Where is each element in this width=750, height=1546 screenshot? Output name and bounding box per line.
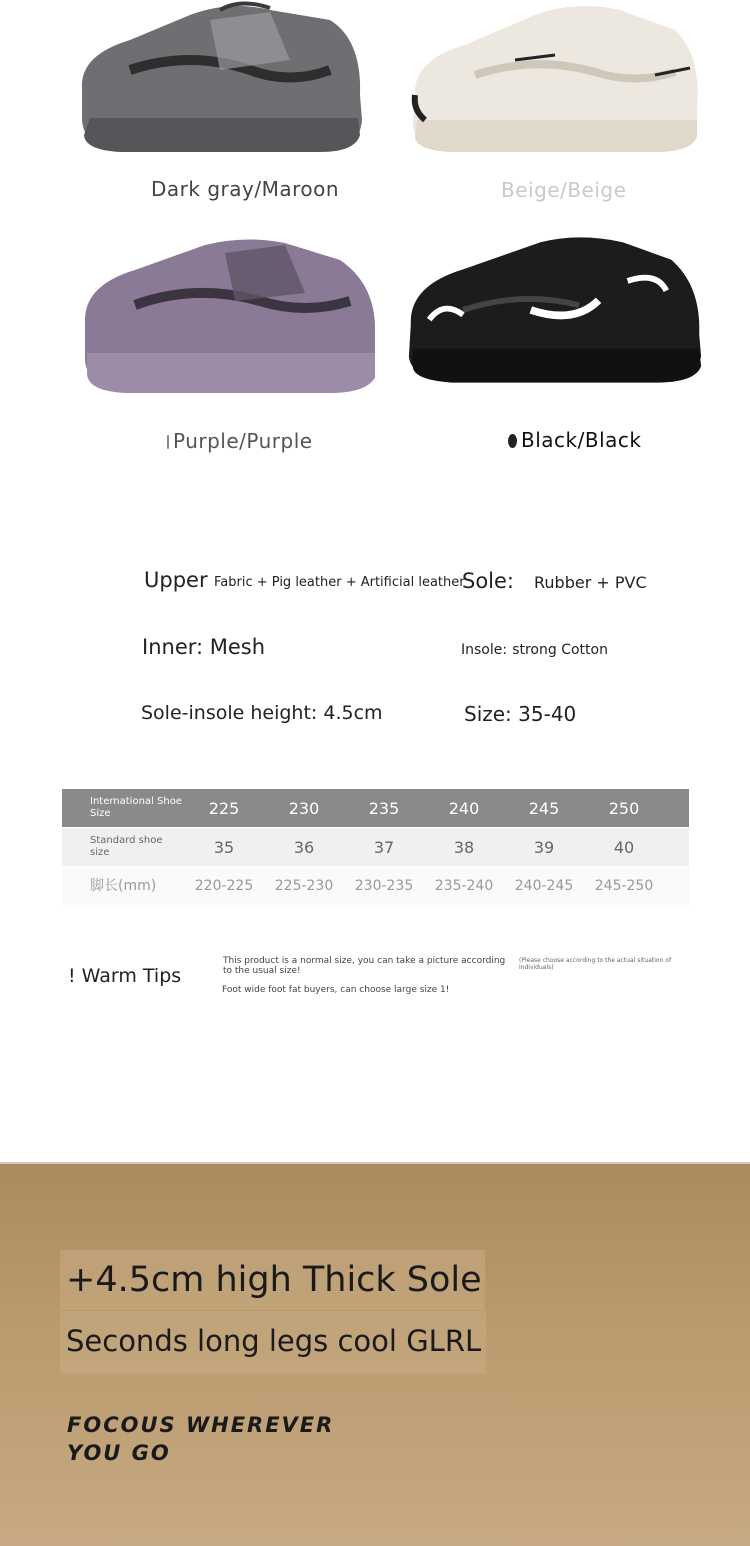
spec-inner: Inner: Mesh — [142, 635, 266, 659]
shoe-image-purple — [75, 235, 375, 395]
table-row-label: International Shoe Size — [90, 796, 182, 819]
table-cell: 225-230 — [274, 878, 334, 894]
banner-subline: Seconds long legs cool GLRL — [60, 1311, 486, 1374]
banner-slogan-line2: YOU GO — [67, 1441, 171, 1465]
warm-tips-line1: This product is a normal size, you can take a picture according to the usual size! — [223, 956, 506, 976]
spec-height: Sole-insole height: 4.5cm — [141, 702, 383, 724]
spec-insole-value: strong Cotton — [512, 642, 608, 658]
table-cell: 40 — [613, 837, 635, 857]
warm-tips-note: (Please choose according to the actual situation of individuals) — [519, 957, 672, 971]
table-cell: 240-245 — [514, 878, 574, 894]
table-cell: 235-240 — [434, 878, 494, 894]
table-cell: 39 — [533, 837, 555, 857]
banner-headline: +4.5cm high Thick Sole — [60, 1250, 485, 1310]
table-row — [62, 828, 689, 866]
table-cell: 245-250 — [594, 878, 654, 894]
spec-size: Size: 35-40 — [464, 702, 577, 726]
variant-label-beige: Beige/Beige — [501, 178, 627, 202]
shoe-image-beige — [405, 0, 705, 160]
table-cell: 35 — [213, 837, 235, 857]
warm-tips-title: ! Warm Tips — [68, 965, 182, 987]
table-row-label: 脚长(mm) — [90, 878, 157, 894]
spec-insole-label: Insole: — [461, 642, 508, 658]
spec-sole-label: Sole: — [462, 569, 515, 593]
table-row — [62, 789, 689, 827]
size-table — [62, 789, 689, 905]
spec-upper-label: Upper — [144, 568, 208, 592]
banner-slogan-line1: FOCOUS WHEREVER — [67, 1413, 335, 1437]
warm-tips-line2: Foot wide foot fat buyers, can choose large size 1! — [222, 985, 450, 995]
table-cell: 225 — [208, 798, 240, 818]
shoe-image-black — [405, 230, 705, 390]
table-cell: 38 — [453, 837, 475, 857]
spec-sole-value: Rubber + PVC — [534, 573, 647, 592]
shoe-image-dark-gray — [70, 0, 370, 160]
spec-upper-value: Fabric + Pig leather + Artificial leather — [214, 575, 465, 590]
table-cell: 235 — [368, 798, 400, 818]
banner-divider — [0, 1162, 750, 1164]
variant-label-dark-gray: Dark gray/Maroon — [151, 177, 340, 201]
table-cell: 245 — [528, 798, 560, 818]
variant-dot-icon — [508, 434, 517, 448]
table-cell: 240 — [448, 798, 480, 818]
banner-slogan — [67, 1411, 334, 1467]
table-cell: 230-235 — [354, 878, 414, 894]
spec-insole — [461, 639, 608, 658]
table-cell: 250 — [608, 798, 640, 818]
variant-dot-icon — [167, 435, 169, 449]
table-row-label: Standard shoe size — [90, 835, 163, 858]
variant-label-purple: Purple/Purple — [173, 429, 313, 453]
variant-purple — [167, 429, 313, 453]
variant-black — [508, 428, 641, 452]
table-cell: 230 — [288, 798, 320, 818]
table-row — [62, 867, 689, 905]
table-cell: 220-225 — [194, 878, 254, 894]
table-cell: 36 — [293, 837, 315, 857]
variant-label-black: Black/Black — [521, 428, 642, 452]
table-cell: 37 — [373, 837, 395, 857]
